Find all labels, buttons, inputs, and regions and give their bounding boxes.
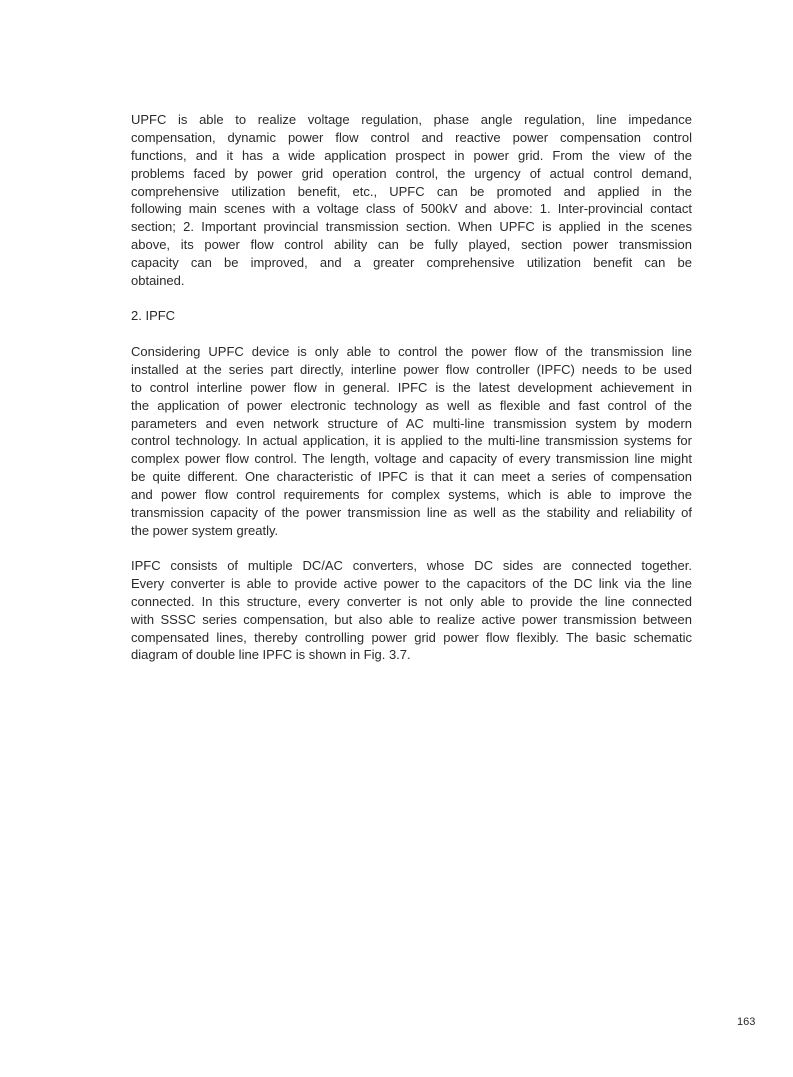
text-line: control technology. In actual application, it is applied to the multi-line transmission systems for xyxy=(131,433,692,449)
text-line: with SSSC series compensation, but also able to realize active power transmission between xyxy=(131,611,692,627)
text-line: the application of power electronic technology as well as flexible and fast control of the xyxy=(131,397,692,413)
section-heading: 2. IPFC xyxy=(131,308,176,323)
page-number: 163 xyxy=(737,1016,756,1028)
text-line: parameters and even network structure of AC multi-line transmission system by modern xyxy=(131,415,692,431)
text-line: problems faced by power grid operation control, the urgency of actual control demand, xyxy=(131,165,692,181)
text-line: section; 2. Important provincial transmission section. When UPFC is applied in the scenes xyxy=(131,219,692,235)
text-line: Considering UPFC device is only able to control the power flow of the transmission line xyxy=(131,344,692,359)
text-line: the power system greatly. xyxy=(131,522,279,538)
paragraph-ipfc-structure xyxy=(131,557,692,664)
text-line: obtained. xyxy=(131,273,185,289)
text-line: installed at the series part directly, interline power flow controller (IPFC) needs to be used xyxy=(131,361,692,377)
text-line: to control interline power flow in general. IPFC is the latest development achievement in xyxy=(131,379,692,395)
text-line: and power flow control requirements for complex systems, which is able to improve the xyxy=(131,487,692,503)
text-line: be quite different. One characteristic of IPFC is that it can meet a series of compensation xyxy=(131,469,692,485)
text-line: Every converter is able to provide active power to the capacitors of the DC link via the line xyxy=(131,575,692,591)
text-line: above, its power flow control ability can be fully played, section power transmission xyxy=(131,237,692,253)
text-line: connected. In this structure, every converter is not only able to provide the line connected xyxy=(131,593,692,609)
text-line: comprehensive utilization benefit, etc., UPFC can be promoted and applied in the xyxy=(131,183,692,199)
text-line: complex power flow control. The length, voltage and capacity of every transmission line might xyxy=(131,451,692,467)
text-line: transmission capacity of the power transmission line as well as the stability and reliability of xyxy=(131,505,692,521)
text-line: following main scenes with a voltage class of 500kV and above: 1. Inter-provincial contact xyxy=(131,201,692,217)
paragraph-upfc-applications xyxy=(131,111,692,290)
paragraph-ipfc-intro xyxy=(131,343,692,540)
text-line: IPFC consists of multiple DC/AC converters, whose DC sides are connected together. xyxy=(131,558,692,573)
text-line: compensated lines, thereby controlling power grid power flow flexibly. The basic schematic xyxy=(131,629,692,645)
text-line: diagram of double line IPFC is shown in Fig. 3.7. xyxy=(131,647,411,663)
text-line: UPFC is able to realize voltage regulation, phase angle regulation, line impedance xyxy=(131,112,692,127)
text-line: capacity can be improved, and a greater comprehensive utilization benefit can be xyxy=(131,255,692,271)
text-line: compensation, dynamic power flow control and reactive power compensation control xyxy=(131,129,692,145)
text-line: functions, and it has a wide application prospect in power grid. From the view of the xyxy=(131,147,692,163)
